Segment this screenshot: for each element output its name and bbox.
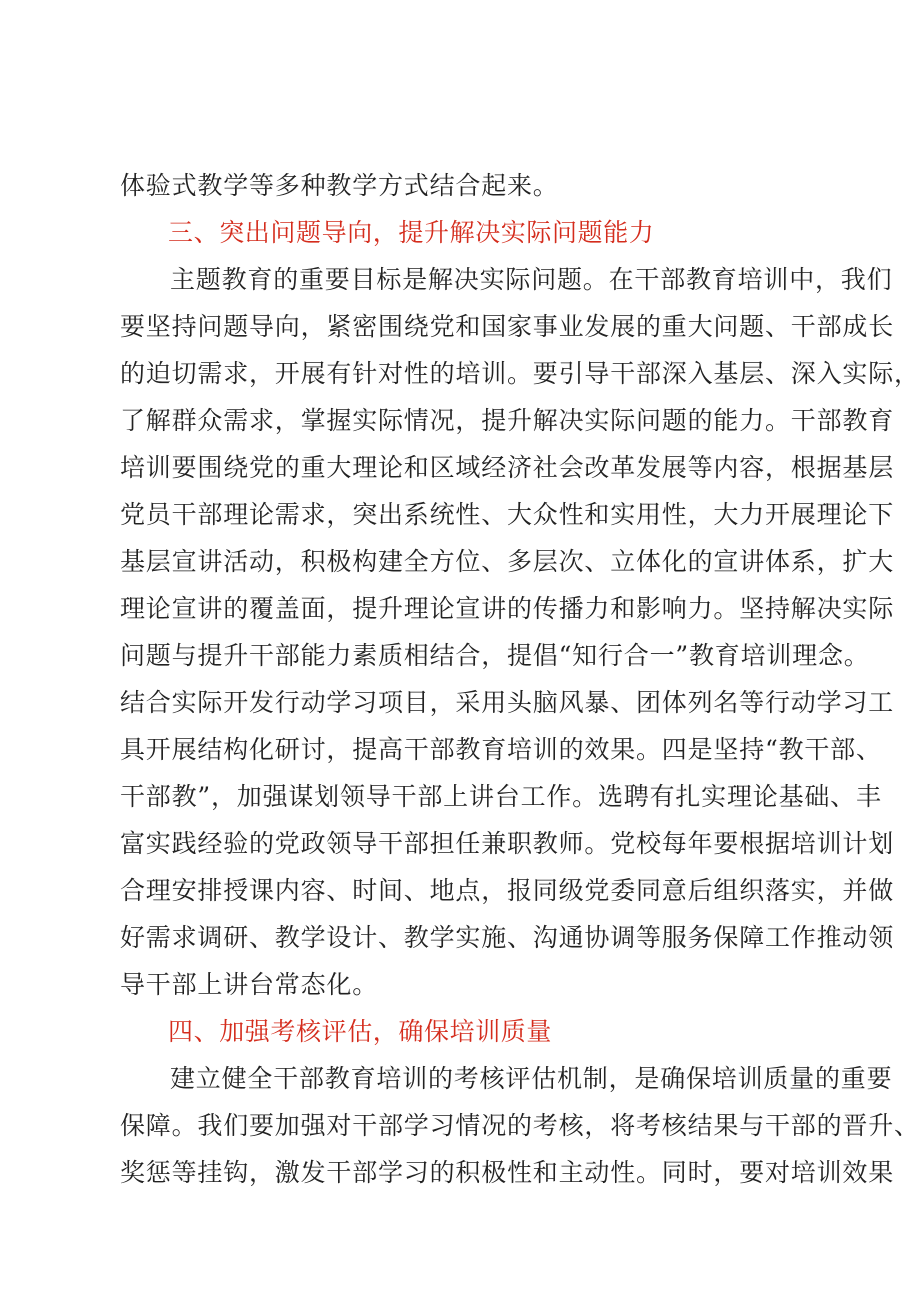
paragraph-line: 建立健全干部教育培训的考核评估机制，是确保培训质量的重要 [170, 1064, 893, 1093]
section-4-paragraph [120, 1055, 920, 1196]
paragraph-line: 好需求调研、教学设计、教学实施、沟通协调等服务保障工作推动领 [120, 923, 895, 952]
paragraph-line: 富实践经验的党政领导干部担任兼职教师。党校每年要根据培训计划 [120, 829, 895, 858]
paragraph-line: 结合实际开发行动学习项目，采用头脑风暴、团体列名等行动学习工 [120, 688, 895, 717]
paragraph-line: 的迫切需求，开展有针对性的培训。要引导干部深入基层、深入实际， [120, 359, 920, 388]
paragraph-line: 保障。我们要加强对干部学习情况的考核，将考核结果与干部的晋升、 [120, 1111, 920, 1140]
paragraph-line: 合理安排授课内容、时间、地点，报同级党委同意后组织落实，并做 [120, 876, 895, 905]
paragraph-line: 培训要围绕党的重大理论和区域经济社会改革发展等内容，根据基层 [120, 453, 895, 482]
section-3-paragraph [120, 256, 920, 1008]
section-heading-3: 三、突出问题导向，提升解决实际问题能力 [168, 218, 655, 247]
paragraph-line: 导干部上讲台常态化。 [120, 970, 379, 999]
paragraph-line: 问题与提升干部能力素质相结合，提倡“知行合一”教育培训理念。 [120, 641, 870, 670]
paragraph-line: 干部教”，加强谋划领导干部上讲台工作。选聘有扎实理论基础、丰 [120, 782, 882, 811]
section-heading-4: 四、加强考核评估，确保培训质量 [168, 1017, 553, 1046]
paragraph-line: 要坚持问题导向，紧密围绕党和国家事业发展的重大问题、干部成长 [120, 312, 895, 341]
paragraph-line: 奖惩等挂钩，激发干部学习的积极性和主动性。同时，要对培训效果 [120, 1158, 895, 1187]
paragraph-line: 主题教育的重要目标是解决实际问题。在干部教育培训中，我们 [170, 265, 893, 294]
paragraph-line: 了解群众需求，掌握实际情况，提升解决实际问题的能力。干部教育 [120, 406, 895, 435]
paragraph-line: 体验式教学等多种教学方式结合起来。 [120, 171, 559, 200]
paragraph-line: 党员干部理论需求，突出系统性、大众性和实用性，大力开展理论下 [120, 500, 895, 529]
paragraph-line: 理论宣讲的覆盖面，提升理论宣讲的传播力和影响力。坚持解决实际 [120, 594, 895, 623]
paragraph-line: 基层宣讲活动，积极构建全方位、多层次、立体化的宣讲体系，扩大 [120, 547, 895, 576]
paragraph-line: 具开展结构化研讨，提高干部教育培训的效果。四是坚持“教干部、 [120, 735, 882, 764]
document-body [120, 162, 920, 1196]
